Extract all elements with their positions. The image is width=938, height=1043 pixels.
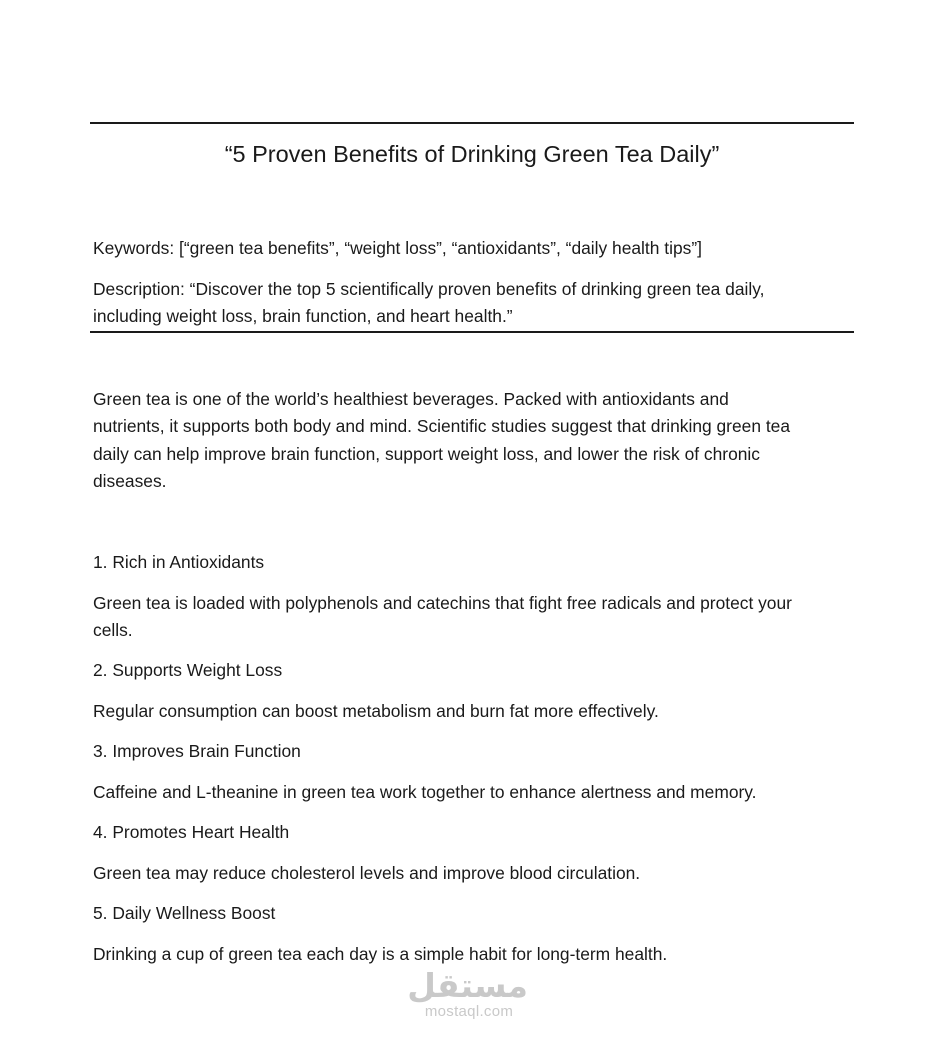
description-line-1: Description: “Discover the top 5 scientifically proven benefits of drinking green tea daily, bbox=[93, 279, 765, 299]
intro-line-1: Green tea is one of the world’s healthiest beverages. Packed with antioxidants and bbox=[93, 389, 729, 409]
mostaql-watermark bbox=[407, 966, 528, 1020]
benefit-1-body-line-1: Green tea is loaded with polyphenols and catechins that fight free radicals and protect your bbox=[93, 593, 792, 613]
benefit-2-heading: 2. Supports Weight Loss bbox=[93, 660, 283, 680]
intro-line-2: nutrients, it supports both body and mind. Scientific studies suggest that drinking green tea bbox=[93, 416, 791, 436]
document-title: “5 Proven Benefits of Drinking Green Tea Daily” bbox=[224, 141, 720, 167]
watermark-url: mostaql.com bbox=[424, 1003, 514, 1020]
benefit-4-body: Green tea may reduce cholesterol levels and improve blood circulation. bbox=[93, 863, 641, 883]
description-line-2: including weight loss, brain function, and heart health.” bbox=[93, 306, 513, 326]
benefit-4-heading: 4. Promotes Heart Health bbox=[93, 822, 290, 842]
keywords-line: Keywords: [“green tea benefits”, “weight loss”, “antioxidants”, “daily health tips”] bbox=[93, 238, 702, 258]
benefit-1-body-line-2: cells. bbox=[93, 620, 133, 640]
watermark-arabic: مستقل bbox=[407, 966, 528, 1005]
benefit-5-heading: 5. Daily Wellness Boost bbox=[93, 903, 276, 923]
meta-rule bbox=[90, 331, 854, 333]
benefit-5-body: Drinking a cup of green tea each day is a simple habit for long-term health. bbox=[93, 944, 668, 964]
intro-line-4: diseases. bbox=[93, 471, 167, 491]
intro-line-3: daily can help improve brain function, support weight loss, and lower the risk of chronic bbox=[93, 444, 760, 464]
benefit-3-heading: 3. Improves Brain Function bbox=[93, 741, 301, 761]
top-rule bbox=[90, 122, 854, 124]
benefit-1-heading: 1. Rich in Antioxidants bbox=[93, 552, 265, 572]
benefit-3-body: Caffeine and L-theanine in green tea work together to enhance alertness and memory. bbox=[93, 782, 757, 802]
benefit-2-body: Regular consumption can boost metabolism and burn fat more effectively. bbox=[93, 701, 659, 721]
